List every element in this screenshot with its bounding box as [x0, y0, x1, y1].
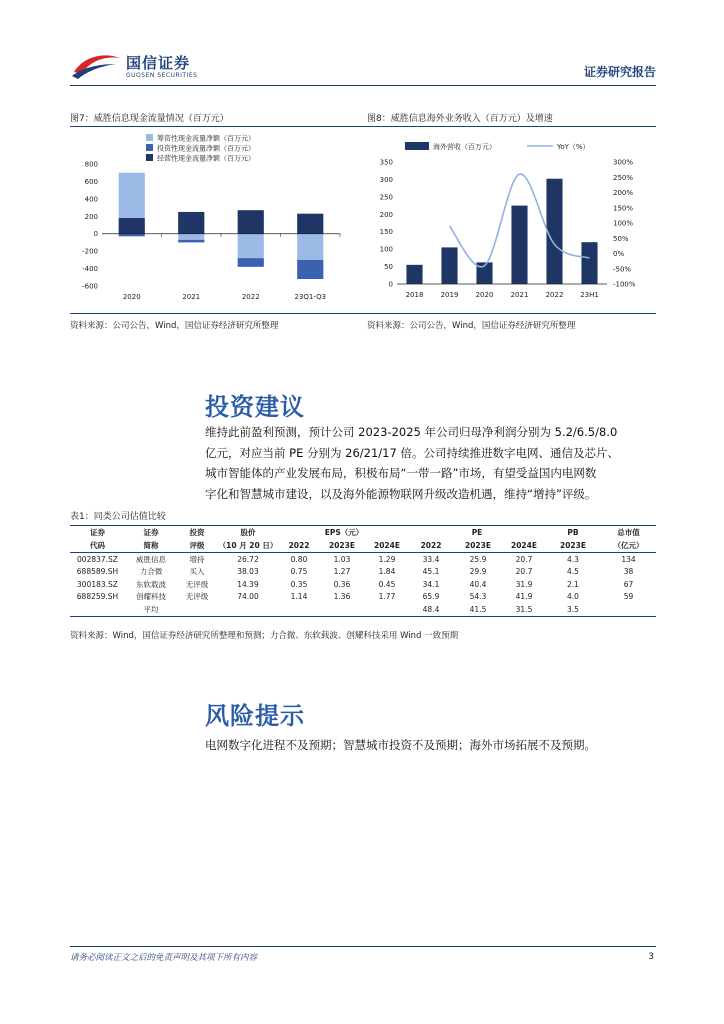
y-left-tick-label: 250	[379, 193, 393, 202]
th-eps: EPS（元）	[279, 526, 409, 540]
table-cell: 31.9	[515, 579, 533, 589]
y-tick-label: 600	[84, 177, 98, 186]
th-sub: 2022	[409, 539, 453, 553]
table-cell: 48.4	[409, 603, 453, 616]
header-divider	[70, 85, 656, 86]
y-tick-label: 800	[84, 160, 98, 169]
y-left-tick-label: 300	[379, 175, 393, 184]
revenue-bar	[581, 242, 597, 284]
th-sub: 代码	[70, 539, 125, 553]
y-right-tick-label: 250%	[613, 173, 634, 182]
y-left-tick-label: 350	[379, 158, 393, 167]
risk-text: 电网数字化进程不及预期；智慧城市投资不及预期；海外市场拓展不及预期。	[205, 738, 596, 752]
legend-swatch	[146, 144, 153, 151]
valuation-table	[70, 525, 656, 617]
x-tick-label: 2021	[510, 291, 529, 299]
th-sub: 2023E	[453, 539, 503, 553]
table-cell	[279, 603, 319, 616]
table-cell: 2.1	[567, 579, 579, 589]
bar-0	[238, 234, 264, 258]
table-row	[70, 591, 656, 604]
table-cell	[319, 603, 365, 616]
table-cell: 1.84	[378, 567, 396, 577]
table-cell: 增持	[189, 554, 205, 564]
fig-bottom-rule	[70, 313, 656, 314]
y-tick-label: -200	[82, 247, 98, 256]
table-cell: 38.03	[237, 567, 259, 577]
revenue-bar	[406, 265, 422, 284]
table-cell: 1.03	[333, 554, 351, 564]
table-cell: 1.29	[378, 554, 396, 564]
bar-0	[178, 234, 204, 240]
table-cell: 买入	[189, 567, 205, 577]
guosen-logo-icon	[70, 52, 122, 80]
table-cell: 4.5	[567, 567, 579, 577]
table-cell: 59	[623, 592, 634, 602]
y-right-tick-label: 100%	[613, 219, 634, 228]
cashflow-chart	[70, 128, 350, 308]
table-title: 表1：同类公司估值比较	[70, 512, 166, 522]
y-right-tick-label: 150%	[613, 204, 634, 213]
th-sub: 2024E	[365, 539, 409, 553]
table-row	[70, 553, 656, 566]
th-sub: 2022	[279, 539, 319, 553]
invest-section-title: 投资建议	[205, 393, 305, 421]
invest-line: 维持此前盈利预测，预计公司 2023-2025 年公司归母净利润分别为 5.2/6.5/8.0	[205, 425, 618, 439]
table-cell: 26.72	[237, 554, 259, 564]
invest-paragraph	[205, 422, 657, 504]
table-cell: 0.45	[378, 579, 396, 589]
table-cell: 40.4	[469, 579, 487, 589]
th-price: 股价	[217, 526, 279, 540]
x-tick-label: 2021	[182, 293, 201, 301]
bar-1	[178, 240, 204, 243]
y-tick-label: 0	[93, 230, 98, 239]
bar-2	[238, 210, 264, 234]
table-cell: 力合微	[139, 567, 163, 577]
y-right-tick-label: 200%	[613, 189, 634, 197]
legend-label: 海外营收（百万元）	[433, 143, 496, 151]
y-tick-label: 200	[84, 212, 98, 221]
y-left-tick-label: 100	[379, 245, 393, 254]
legend-swatch	[146, 154, 153, 161]
brand-name-cn: 国信证券	[126, 54, 191, 72]
table-cell: 134	[621, 554, 636, 564]
x-tick-label: 2018	[405, 291, 424, 299]
table-cell: 65.9	[422, 592, 440, 602]
y-tick-label: -600	[82, 282, 98, 291]
fig7-source: 资料来源：公司公告，Wind，国信证券经济研究所整理	[70, 321, 279, 331]
th-pb: PB	[545, 526, 601, 540]
legend-label: 投资性现金流量净额（百万元）	[157, 144, 255, 153]
fig8-source: 资料来源：公司公告，Wind，国信证券经济研究所整理	[367, 321, 576, 331]
table-cell: 41.9	[515, 592, 533, 602]
y-right-tick-label: 0%	[613, 250, 625, 258]
footer-divider	[70, 946, 656, 947]
table-cell: 无评级	[185, 592, 209, 602]
table-cell: 创耀科技	[136, 592, 166, 602]
table-cell: 29.9	[469, 567, 487, 577]
table-cell	[177, 603, 217, 616]
table-cell	[70, 603, 125, 616]
legend-swatch	[146, 134, 153, 141]
bar-0	[119, 173, 145, 218]
legend-swatch	[405, 142, 429, 150]
table-source: 资料来源：Wind，国信证券经济研究所整理和预测；力合微、东软载波、创耀科技采用 Wind 一致预期	[70, 631, 459, 641]
table-cell: 688259.SH	[76, 592, 119, 602]
x-tick-label: 2020	[122, 293, 141, 301]
bar-1	[238, 258, 264, 267]
table-row	[70, 566, 656, 579]
brand-name-en: GUOSEN SECURITIES	[126, 72, 198, 79]
table-cell: 41.5	[453, 603, 503, 616]
table-cell: 1.14	[290, 592, 308, 602]
y-right-tick-label: 300%	[613, 158, 634, 167]
th-name: 证券	[125, 526, 177, 540]
y-left-tick-label: 50	[384, 263, 393, 272]
th-sub: （10 月 20 日）	[217, 539, 279, 553]
fig7-title: 图7：威胜信息现金流量情况（百万元）	[70, 114, 229, 124]
table-cell: 20.7	[515, 554, 533, 564]
table-cell: 14.39	[237, 579, 259, 589]
table-cell: 威胜信息	[136, 554, 166, 564]
table-cell	[601, 603, 656, 616]
th-sub: （亿元）	[601, 539, 656, 553]
table-cell: 20.7	[515, 567, 533, 577]
th-rating: 投资	[177, 526, 217, 540]
report-type: 证券研究报告	[583, 65, 656, 79]
x-tick-label: 23H1	[580, 291, 599, 299]
table-cell: 33.4	[422, 554, 440, 564]
bar-1	[297, 260, 323, 279]
table-cell: 31.5	[503, 603, 545, 616]
table-cell: 0.36	[333, 579, 351, 589]
table-cell: 38	[623, 567, 634, 577]
y-tick-label: -400	[82, 265, 98, 274]
table-cell: 无评级	[185, 579, 209, 589]
table-cell: 74.00	[237, 592, 259, 602]
x-tick-label: 2022	[241, 293, 260, 301]
table-cell: 67	[623, 579, 634, 589]
overseas-revenue-chart	[367, 128, 656, 308]
table-cell: 东软载波	[136, 579, 166, 589]
bar-2	[178, 212, 204, 234]
y-left-tick-label: 150	[379, 228, 393, 237]
th-pe: PE	[409, 526, 545, 540]
x-tick-label: 2019	[440, 291, 459, 299]
th-sub: 评级	[177, 539, 217, 553]
table-cell: 0.75	[290, 567, 308, 577]
table-cell: 002837.SZ	[77, 554, 118, 564]
x-tick-label: 2022	[545, 291, 564, 299]
table-cell: 300183.SZ	[77, 579, 118, 589]
table-cell	[365, 603, 409, 616]
invest-line: 亿元，对应当前 PE 分别为 26/21/17 倍。公司持续推进数字电网、通信及芯片、	[205, 445, 619, 460]
legend-label: 经营性现金流量净额（百万元）	[157, 154, 255, 163]
revenue-bar	[511, 206, 527, 284]
fig8-title: 图8：威胜信息海外业务收入（百万元）及增速	[367, 114, 553, 124]
table-cell: 0.80	[290, 554, 308, 564]
y-right-tick-label: -50%	[613, 265, 632, 274]
table-cell: 45.1	[422, 567, 440, 577]
invest-line: 城市智能体的产业发展布局，积极布局“一带一路”市场，有望受益国内电网数	[205, 466, 597, 480]
y-tick-label: 400	[84, 195, 98, 204]
bar-0	[297, 234, 323, 260]
invest-line: 字化和智慧城市建设，以及海外能源物联网升级改造机遇，维持“增持”评级。	[205, 486, 597, 501]
page-number: 3	[648, 952, 654, 962]
th-sub: 2024E	[503, 539, 545, 553]
y-right-tick-label: -100%	[613, 280, 636, 289]
header	[70, 50, 656, 82]
bar-2	[297, 214, 323, 234]
th-mktcap: 总市值	[601, 526, 656, 540]
fig-title-rule	[70, 126, 656, 127]
table-cell: 平均	[125, 603, 177, 616]
table-cell: 3.5	[545, 603, 601, 616]
revenue-bar	[441, 247, 457, 284]
table-cell: 54.3	[469, 592, 487, 602]
legend-label: 筹资性现金流量净额（百万元）	[157, 134, 255, 143]
table-cell: 25.9	[469, 554, 487, 564]
table-cell	[217, 603, 279, 616]
table-cell: 1.36	[333, 592, 351, 602]
th-sub: 2023E	[545, 539, 601, 553]
legend-label: YoY（%）	[557, 143, 590, 151]
bar-2	[119, 218, 145, 234]
th-sub: 2023E	[319, 539, 365, 553]
table-cell: 688589.SH	[76, 567, 119, 577]
table-cell: 0.35	[290, 579, 308, 589]
risk-section-title: 风险提示	[205, 702, 305, 730]
y-right-tick-label: 50%	[613, 234, 629, 243]
table-row	[70, 578, 656, 591]
table-cell: 1.27	[333, 567, 351, 577]
table-cell: 34.1	[422, 579, 440, 589]
table-cell: 1.77	[378, 592, 396, 602]
table-cell: 4.0	[567, 592, 579, 602]
th-sub: 简称	[125, 539, 177, 553]
x-tick-label: 2020	[475, 291, 494, 299]
table-row	[70, 603, 656, 616]
table-cell: 4.3	[567, 554, 579, 564]
x-tick-label: 23Q1-Q3	[294, 293, 327, 301]
revenue-bar	[546, 179, 562, 284]
y-left-tick-label: 200	[379, 210, 393, 219]
th-code: 证券	[70, 526, 125, 540]
y-left-tick-label: 0	[388, 280, 393, 289]
footer-disclaimer: 请务必阅读正文之后的免责声明及其项下所有内容	[70, 953, 258, 963]
